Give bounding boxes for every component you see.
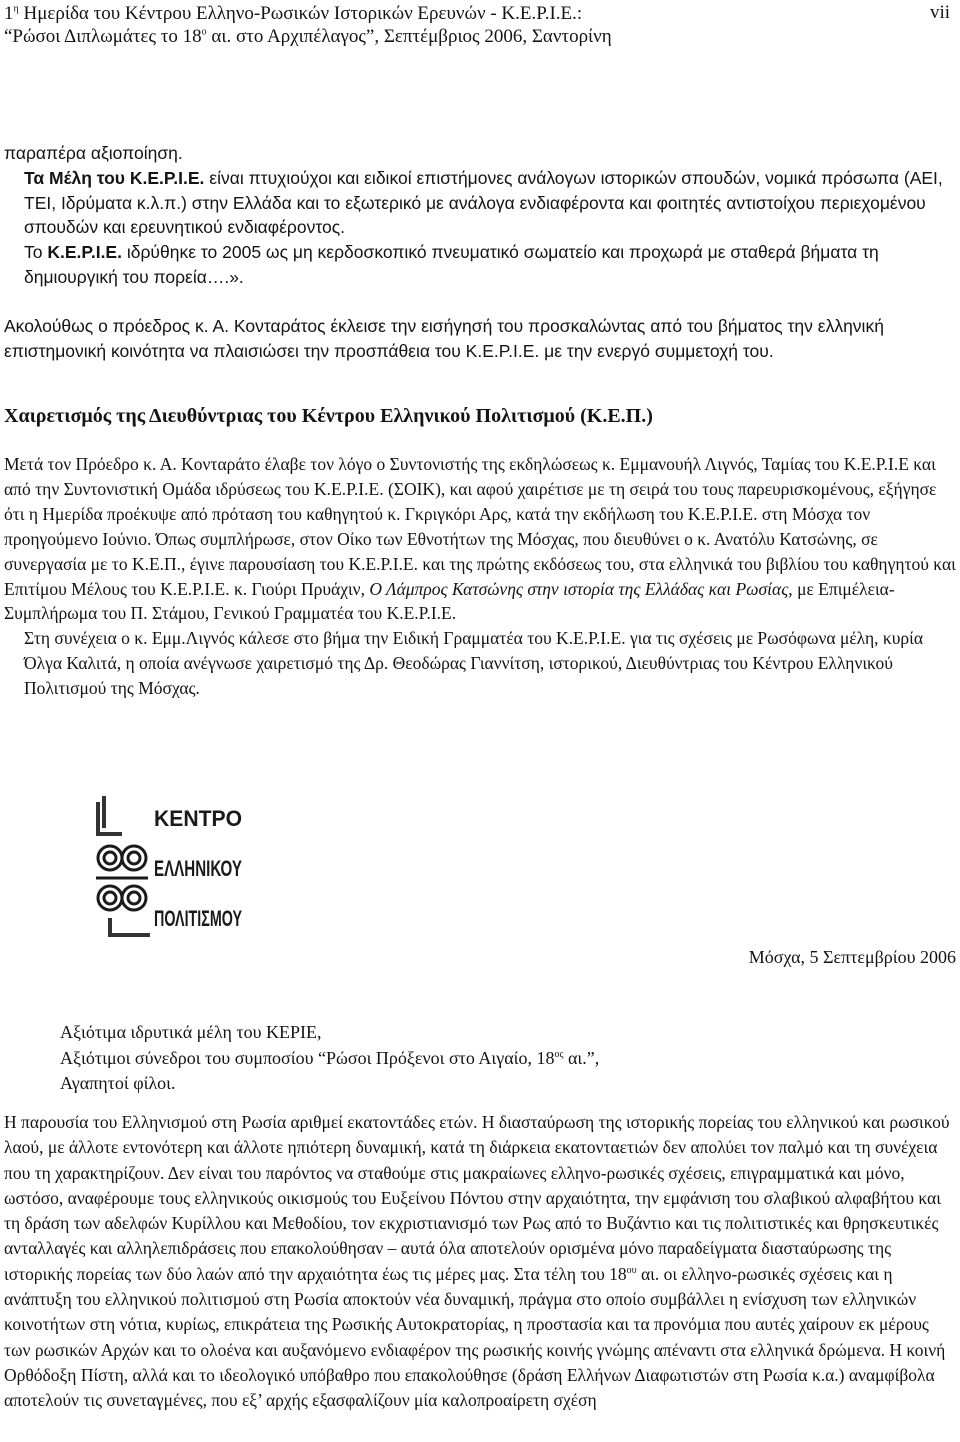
logo-text-line-3: ΠΟΛΙΤΙΣΜΟΥ — [154, 906, 243, 931]
page-number: vii — [929, 2, 950, 23]
letter-date: Μόσχα, 5 Σεπτεμβρίου 2006 — [748, 947, 956, 967]
intro-paragraph: παραπέρα αξιοποίηση. — [4, 143, 183, 163]
section-heading: Χαιρετισμός της Διευθύντριας του Κέντρου Ελληνικού Πολιτισμού (Κ.Ε.Π.) — [4, 405, 653, 427]
spiral-icon — [96, 846, 148, 910]
section-paragraph: Μετά τον Πρόεδρο κ. Α. Κονταράτο έλαβε τον λόγο ο Συντονιστής της εκδηλώσεως κ. Εμμανουήλ Λιγνός, Ταμίας του Κ.Ε.Ρ.Ι.Ε και από την Συντονιστική Ομάδα ιδρύσεως του Κ.Ε.Ρ.Ι.Ε. (ΣΟΙΚ), και αφού χαιρέτισε με τη σειρά του τους παρευρισκομένους, εξήγησε ότι η Ημερίδα προέκυψε από πρόταση του καθηγητού κ. Γκριγκόρι Αρς, κατά την εκδήλωση του Κ.Ε.Ρ.Ι.Ε. στη Μόσχα τον προηγούμενο Ιούνιο. Όπως συμπλήρωσε, στον Οίκο των Εθνοτήτων της Μόσχας, που διευθύνει ο κ. Ανατόλυ Κατσώνης, σε συνεργασία με το Κ.Ε.Π., έγινε παρουσίαση του Κ.Ε.Ρ.Ι.Ε. και της πρώτης εκδόσεως του, στα ελληνικά του βιβλίου του καθηγητού και Επιτίμου Μέλους του Κ.Ε.Ρ.Ι.Ε. κ. Γιούρι Πρυάχιν, Ο Λάμπρος Κατσώνης στην ιστορία της Ελλάδας και Ρωσίας, με Επιμέλεια-Συμπλήρωμα του Π. Στάμου, Γενικού Γραμματέα του Κ.Ε.Ρ.Ι.Ε. — [4, 454, 956, 624]
logo-text-line-1: ΚΕΝΤΡΟ — [154, 806, 242, 831]
running-header — [4, 2, 612, 48]
letter-greeting — [60, 1020, 599, 1097]
greeting-line: Αξιότιμοι σύνεδροι του συμποσίου “Ρώσοι Πρόξενοι στο Αιγαίο, $18^{o\varsigma}$ αι.”, — [60, 1047, 600, 1068]
kep-logo — [90, 790, 246, 940]
greeting-line: Αξιότιμα ιδρυτικά μέλη του ΚΕΡΙΕ, — [60, 1022, 322, 1042]
intro-paragraph: Το Κ.Ε.Ρ.Ι.Ε. ιδρύθηκε το 2005 ως μη κερδοσκοπικό πνευματικό σωματείο και προχωρά με σταθερά βήματα τη δημιουργική του πορεία….». — [24, 242, 879, 287]
section-paragraph: Στη συνέχεια ο κ. Εμμ.Λιγνός κάλεσε στο βήμα την Ειδική Γραμματέα του Κ.Ε.Ρ.Ι.Ε. για τις σχέσεις με Ρωσόφωνα μέλη, κυρία Όλγα Καλιτά, η οποία ανέγνωσε χαιρετισμό της Δρ. Θεοδώρας Γιαννίτση, ιστορικού, Διευθύντριας του Κέντρου Ελληνικού Πολιτισμού της Μόσχας. — [24, 628, 923, 699]
letter-body — [4, 1110, 956, 1414]
intro-paragraph: Τα Μέλη του Κ.Ε.Ρ.Ι.Ε. είναι πτυχιούχοι και ειδικοί επιστήμονες ανάλογων ιστορικών σπουδών, νομικά πρόσωπα (ΑΕΙ, ΤΕΙ, Ιδρύματα κ.λ.π.) στην Ελλάδα και το εξωτερικό με ανάλογα ενδιαφέροντα και φοιτητές αντιστοίχου περιεχομένου σπουδών και ερευνητικού ενδιαφέροντος. — [24, 167, 943, 238]
intro-paragraph: Ακολούθως ο πρόεδρος κ. Α. Κονταράτος έκλεισε την εισήγησή του προσκαλώντας από του βήματος την ελληνική επιστημονική κοινότητα να πλαισιώσει την προσπάθεια του Κ.Ε.Ρ.Ι.Ε. με την ενεργό συμμετοχή του. — [4, 315, 884, 361]
header-line-2: “Ρώσοι Διπλωμάτες το $18^o$ αι. στο Αρχιπέλαγος”, Σεπτέμβριος 2006, Σαντορίνη — [4, 26, 612, 47]
logo-text-line-2: ΕΛΛΗΝΙΚΟΥ — [154, 856, 243, 881]
letter-paragraph: Η παρουσία του Ελληνισμού στη Ρωσία αριθμεί εκατοντάδες ετών. Η διασταύρωση της ιστορικής πορείας του ελληνικού και ρωσικού λαού, με άλλοτε εντονότερη και άλλοτε ηπιότερη δυναμική, κατά τη διάρκεια εκατονταετιών δεν απολύει τον παλμό και τη συνέχεια που τη χαρακτηρίζουν. Δεν είναι του παρόντος να σταθούμε στις μακραίωνες ελληνο-ρωσικές σχέσεις, επιγραμματικά και μόνο, ωστόσο, αναφέρουμε τους ελληνικούς οικισμούς του Ευξείνου Πόντου στην αρχαιότητα, την εμφάνιση του σλαβικού αλφαβήτου και τη δράση των αδελφών Κυρίλλου και Μεθοδίου, τον εκχριστιανισμό των Ρως από το Βυζάντιο και τις πολιτιστικές και θρησκευτικές ανταλλαγές και αλληλεπιδράσεις που επακολούθησαν – αυτά όλα αποτελούν ορισμένα μόνο παραδείγματα διασταύρωσης της ιστορικής πορείας των δύο λαών από την αρχαιότητα έως τις μέρες μας. Στα τέλη του $18^{o\upsilon}$ αι. οι ελληνο-ρωσικές σχέσεις και η ανάπτυξη του ελληνικού πολιτισμού στη Ρωσία αποκτούν νέα δυναμική, πράγμα στο οποίο συμβάλλει η ενίσχυση των ελληνικών κοινοτήτων στη νότια, κυρίως, επικράτεια της Ρωσικής Αυτοκρατορίας, η προστασία και τα προνόμια που αυτές χαίρουν εκ μέρους των ρωσικών Αρχών και το ολοένα και αυξανόμενο ενδιαφέρον της ρωσικής κοινής γνώμης απέναντι στα ελληνικά δρώμενα. Η κοινή Ορθόδοξη Πίστη, αλλά και το ιδεολογικό υπόβαθρο που επακολούθησε (δράση Ελλήνων Διαφωτιστών στη Ρωσία κ.α.) αναμφίβολα αποτελούν τις συνεταγμένες, που εξ’ αρχής εξασφαλίζουν μία καλοπροαίρετη σχέση — [4, 1112, 950, 1411]
section-text — [4, 452, 956, 701]
intro-text — [4, 141, 956, 363]
greeting-line: Αγαπητοί φίλοι. — [60, 1073, 176, 1093]
header-line-1: $1^\eta$ Ημερίδα του Κέντρου Ελληνο-Ρωσικών Ιστορικών Ερευνών - Κ.Ε.Ρ.Ι.Ε.: — [4, 3, 583, 24]
